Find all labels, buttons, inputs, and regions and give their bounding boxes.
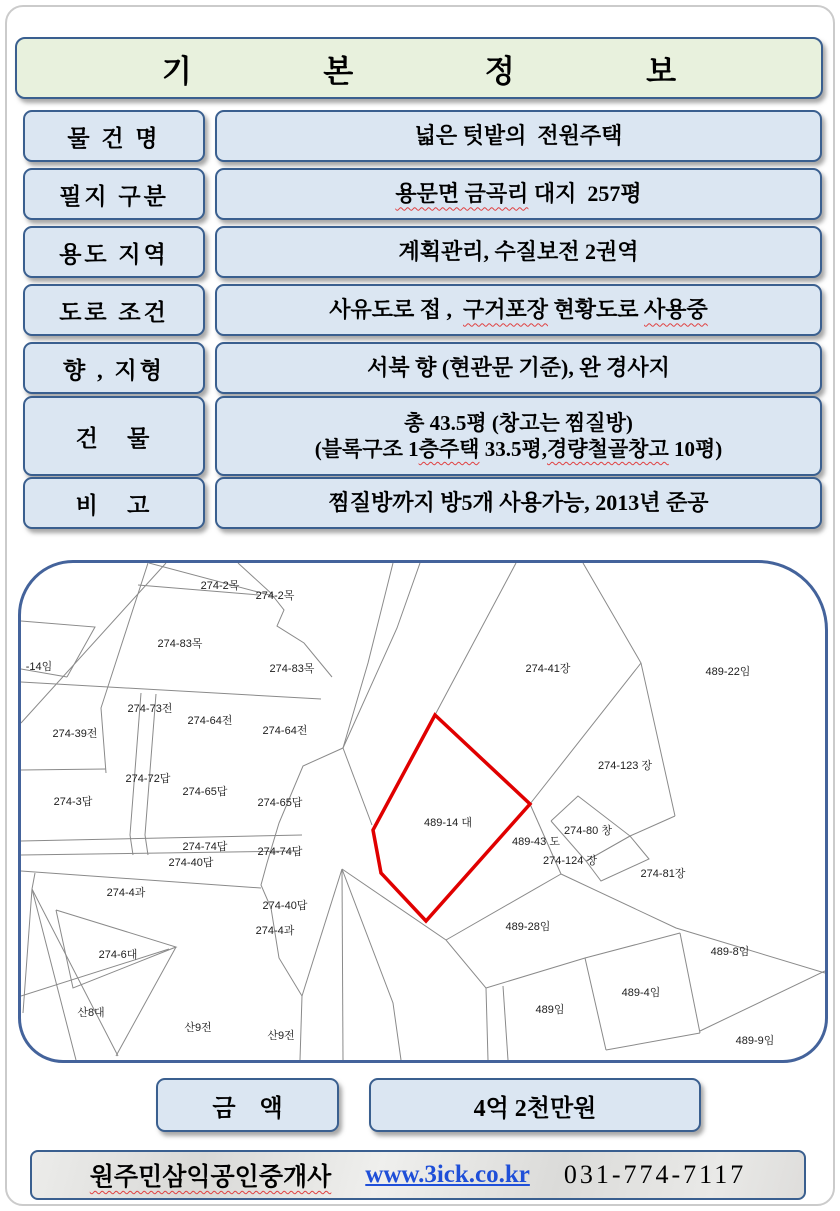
row-label: 향 , 지형: [63, 357, 165, 383]
parcel-label: 274-65답: [257, 797, 303, 809]
parcel-boundary: [503, 986, 508, 1060]
parcel-boundary: [138, 585, 259, 595]
parcel-boundary: [342, 869, 401, 1060]
parcel-label: 산8대: [77, 1007, 105, 1019]
row-label: 비 고: [75, 492, 153, 518]
row-value: 총 43.5평 (창고는 찜질방) (블록구조 1층주택 33.5평,경량철골창고 10평): [314, 410, 723, 461]
agency-name: 원주민삼익공인중개사: [89, 1164, 332, 1191]
parcel-label: 489-14 대: [424, 817, 472, 829]
row-label-box: [23, 477, 205, 529]
row-value: 용문면 금곡리 대지 257평: [395, 181, 642, 207]
price-value: 4억 2천만원: [473, 1095, 597, 1122]
row-value-box: [215, 168, 822, 220]
parcel-boundary: [606, 1033, 700, 1050]
parcel-label: 274-73전: [127, 703, 173, 715]
parcel-label: 274-64전: [187, 715, 233, 727]
row-label-box: [23, 396, 205, 476]
parcel-label: 489-8임: [710, 946, 750, 958]
row-label-box: [23, 284, 205, 336]
parcel-boundary: [21, 851, 298, 855]
parcel-boundary: [21, 563, 166, 723]
row-value-box: [215, 477, 822, 529]
parcel-label: 274-41장: [525, 663, 571, 675]
parcel-label: 산9전: [184, 1022, 212, 1034]
parcel-boundary: [583, 563, 675, 816]
parcel-label: 274-72답: [125, 773, 171, 785]
parcel-label: 274-4과: [106, 887, 146, 899]
website-link[interactable]: www.3ick.co.kr: [365, 1161, 530, 1188]
parcel-label: 489-22임: [705, 666, 751, 678]
parcel-label: 274-2목: [200, 580, 240, 592]
parcel-label: 274-80 창: [564, 825, 612, 837]
header-box: [15, 37, 823, 99]
parcel-boundary: [21, 949, 169, 996]
parcel-boundary: [343, 563, 420, 748]
parcel-label: 274-40답: [262, 900, 308, 912]
parcel-boundary: [342, 869, 343, 1060]
cadastral-map-lines: [21, 563, 825, 1060]
row-label-box: [23, 110, 205, 162]
parcel-boundary: [302, 869, 342, 996]
row-value-box: [215, 396, 822, 476]
parcel-label: 489-9임: [735, 1035, 775, 1047]
parcel-label: 274-2목: [255, 590, 295, 602]
parcel-boundary: [435, 563, 516, 715]
parcel-label: 274-40답: [168, 857, 214, 869]
phone-number: 031-774-7117: [563, 1160, 747, 1189]
parcel-boundary: [700, 971, 825, 1031]
parcel-label: 489-28임: [505, 921, 551, 933]
row-value: 서북 향 (현관문 기준), 완 경사지: [367, 355, 670, 381]
row-label-box: [23, 168, 205, 220]
row-label: 필지 구분: [59, 183, 169, 209]
row-value-box: [215, 284, 822, 336]
parcel-label: 274-81장: [640, 868, 686, 880]
row-value: 찜질방까지 방5개 사용가능, 2013년 준공: [328, 490, 709, 516]
parcel-boundary: [342, 869, 488, 1060]
parcel-label: 274-124 장: [542, 855, 598, 867]
row-value-box: [215, 110, 822, 162]
parcel-boundary: [32, 889, 118, 1056]
row-value-box: [215, 226, 822, 278]
row-value-box: [215, 342, 822, 394]
parcel-label: 489-4임: [621, 987, 661, 999]
parcel-label: 274-65답: [182, 786, 228, 798]
page-title: 기 본 정 보: [161, 53, 677, 89]
parcel-label: 274-123 장: [597, 760, 653, 772]
row-value: 넓은 텃밭의 전원주택: [414, 123, 623, 149]
parcel-label: 489-43 도: [512, 836, 560, 848]
parcel-boundary: [530, 663, 641, 804]
footer-bar: [30, 1150, 806, 1200]
parcel-boundary: [343, 563, 393, 748]
parcel-boundary: [630, 816, 675, 836]
parcel-label: 274-6대: [98, 949, 138, 961]
parcel-label: 274-39전: [52, 728, 98, 740]
row-value: 계획관리, 수질보전 2권역: [398, 239, 639, 265]
price-value-box: [369, 1078, 701, 1132]
parcel-boundary: [21, 682, 321, 699]
parcel-label: 489임: [535, 1004, 565, 1016]
parcel-label: 274-4과: [255, 925, 295, 937]
parcel-boundary: [585, 958, 606, 1050]
parcel-label: 274-64전: [262, 725, 308, 737]
row-label-box: [23, 226, 205, 278]
row-label: 도로 조건: [59, 299, 169, 325]
row-label: 건 물: [75, 425, 153, 451]
parcel-label: 274-83목: [157, 638, 203, 650]
price-label: 금 액: [212, 1095, 283, 1122]
parcel-label: 274-83목: [269, 663, 315, 675]
parcel-label: -14임: [25, 661, 53, 673]
parcel-label: 274-3답: [53, 796, 93, 808]
parcel-label: 산9전: [267, 1030, 295, 1042]
parcel-boundary: [343, 748, 372, 825]
parcel-label: 274-74답: [257, 846, 303, 858]
parcel-boundary: [101, 563, 148, 773]
cadastral-map: [18, 560, 828, 1063]
parcel-boundary: [21, 769, 106, 770]
row-value: 사유도로 접 , 구거포장 현황도로 사용중: [329, 297, 708, 323]
parcel-boundary: [561, 874, 825, 973]
parcel-boundary: [680, 933, 700, 1033]
row-label: 용도 지역: [59, 241, 169, 267]
parcel-label: 274-74답: [182, 841, 228, 853]
parcel-boundary: [21, 835, 302, 841]
price-label-box: [156, 1078, 339, 1132]
row-label-box: [23, 342, 205, 394]
parcel-boundary: [486, 933, 680, 988]
row-label: 물 건 명: [67, 125, 161, 151]
